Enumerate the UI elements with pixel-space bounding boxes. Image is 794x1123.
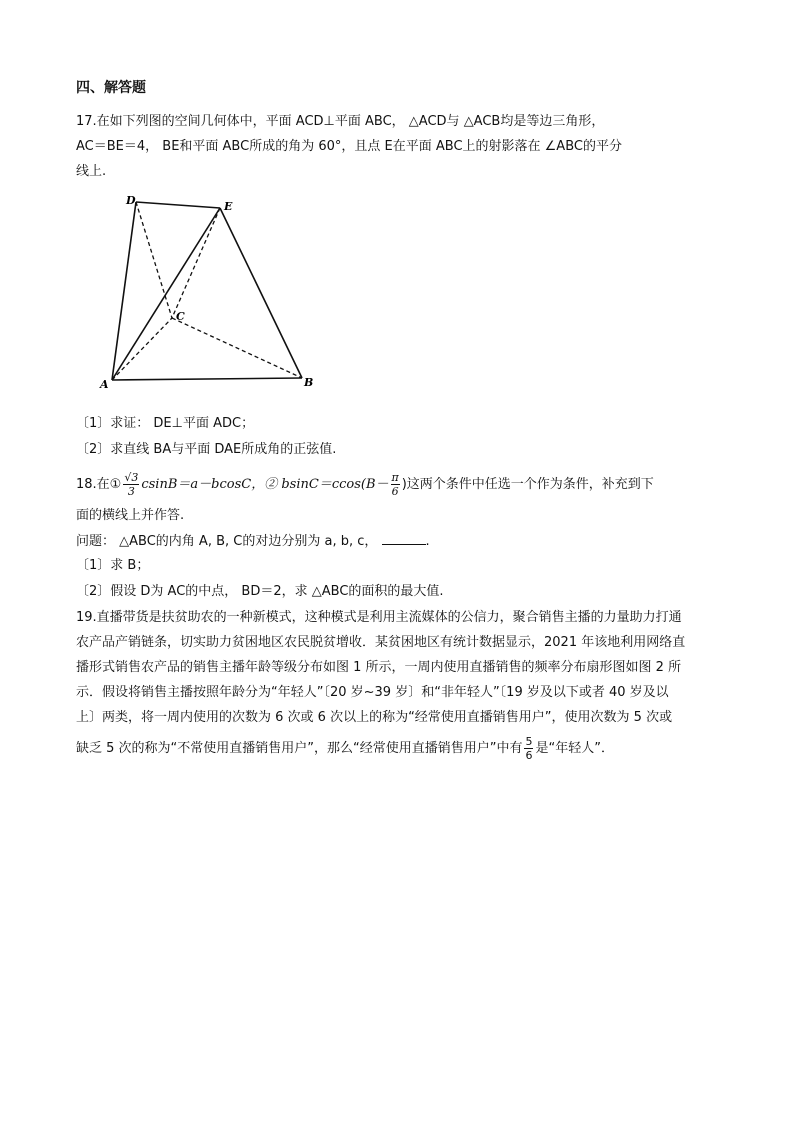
q18-line2: 面的横线上并作答. bbox=[76, 508, 185, 523]
q19-frac: $\frac{5}{6}$ bbox=[525, 735, 533, 762]
q19-line4: 示．假设将销售主播按照年龄分为“年轻人”〔20 岁~39 岁〕和“非年轻人”〔19 岁及以下或者 40 岁及以 bbox=[76, 685, 669, 700]
label-A: A bbox=[100, 378, 109, 391]
q18-part2: 〔2〕假设 D为 AC的中点， BD＝2，求 △ABC的面积的最大值. bbox=[76, 584, 444, 599]
q19-line1: 19.直播带货是扶贫助农的一种新模式，这种模式是利用主流媒体的公信力，聚合销售主播的力量助力打通 bbox=[76, 610, 682, 625]
edge-DE bbox=[136, 202, 220, 208]
q18-frac2: $\frac{\pi}{6}$ bbox=[391, 471, 399, 498]
edge-EB bbox=[220, 208, 302, 378]
q17-line2: AC＝BE＝4， BE和平面 ABC所成的角为 60°，且点 E在平面 ABC上的射影落在 ∠ABC的平分 bbox=[76, 139, 622, 154]
q19-line5: 上〕两类，将一周内使用的次数为 6 次或 6 次以上的称为“经常使用直播销售用户”，使用次数为 5 次或 bbox=[76, 710, 673, 725]
q18-cond2b: )这两个条件中任选一个作为条件，补充到下 bbox=[401, 477, 654, 492]
label-B: B bbox=[304, 376, 314, 389]
section-title: 四、解答题 bbox=[76, 80, 146, 96]
label-D: D bbox=[126, 194, 136, 207]
q18-frac1: $\frac{√3}{3}$ bbox=[124, 471, 139, 498]
edge-EA bbox=[112, 208, 220, 380]
q18-prefix: 18.在① bbox=[76, 477, 122, 492]
edge-EC bbox=[172, 208, 220, 318]
q17-geometry-figure bbox=[90, 190, 390, 400]
q18-cond1: csinB＝a－bcosC，② bbox=[141, 477, 278, 492]
q17-part2: 〔2〕求直线 BA与平面 DAE所成角的正弦值. bbox=[76, 442, 337, 457]
q17-line3: 线上. bbox=[76, 164, 107, 179]
edge-DA bbox=[112, 202, 136, 380]
label-C: C bbox=[176, 310, 185, 323]
q17-line1: 17.在如下列图的空间几何体中，平面 ACD⊥平面 ABC， △ACD与 △ACB均是等边三角形， bbox=[76, 114, 605, 129]
q18-answer-blank[interactable] bbox=[382, 532, 426, 545]
edge-AB bbox=[112, 378, 302, 380]
q17-part1: 〔1〕求证： DE⊥平面 ADC； bbox=[76, 416, 255, 431]
q19-line3: 播形式销售农产品的销售主播年龄等级分布如图 1 所示，一周内使用直播销售的频率分布扇形图如图 2 所 bbox=[76, 660, 682, 675]
label-E: E bbox=[224, 200, 233, 213]
q18-line1 bbox=[76, 470, 654, 500]
q19-line6: 缺乏 5 次的称为“不常使用直播销售用户”，那么“经常使用直播销售用户”中有 $\frac{5}{6}$ 是“年轻人”． bbox=[76, 735, 614, 762]
edge-AC bbox=[112, 318, 172, 380]
q19-line2: 农产品产销链条，切实助力贫困地区农民脱贫增收．某贫困地区有统计数据显示，2021 年该地利用网络直 bbox=[76, 635, 686, 650]
q18-part1: 〔1〕求 B； bbox=[76, 558, 150, 573]
q18-line3: 问题： △ABC的内角 A, B, C的对边分别为 a, b, c， . bbox=[76, 534, 430, 549]
q18-cond2a: bsinC＝ccos(B－ bbox=[281, 477, 389, 492]
edge-DC bbox=[136, 202, 172, 318]
edge-CB bbox=[172, 318, 302, 378]
